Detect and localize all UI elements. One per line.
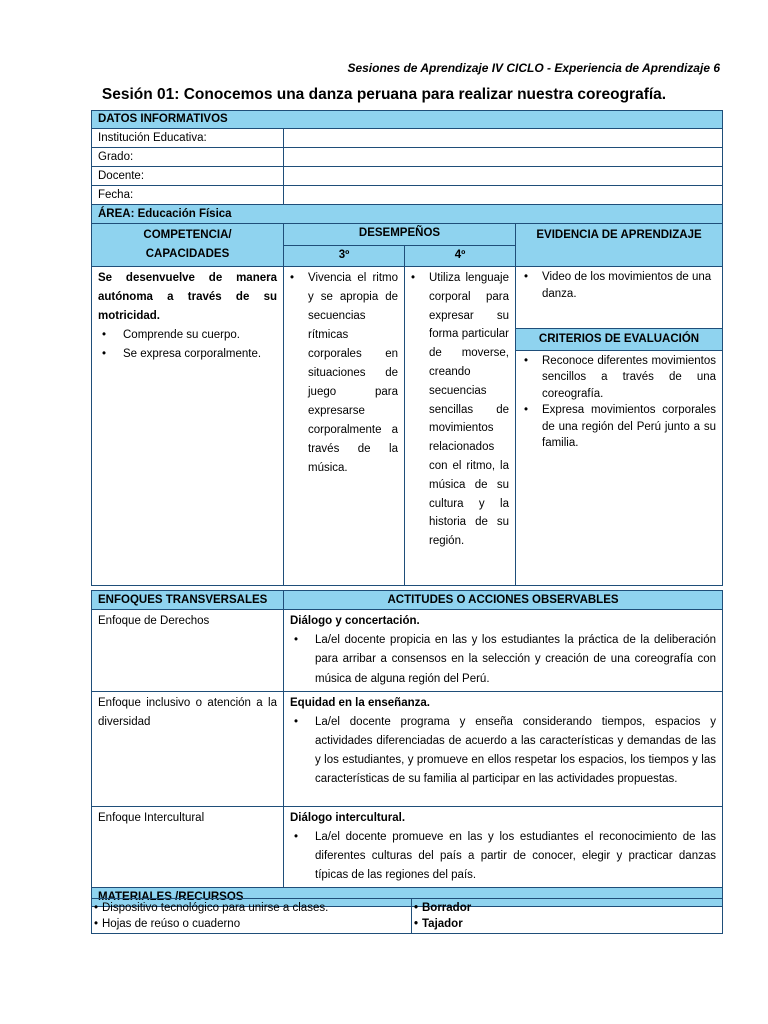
list-item: • Comprende su cuerpo. (98, 326, 277, 345)
competencia-header-row (92, 224, 723, 246)
datos-row (92, 129, 723, 148)
enfoques-header-row (92, 591, 723, 610)
actitudes-header: ACTITUDES O ACCIONES OBSERVABLES (284, 591, 723, 610)
area-label: ÁREA: Educación Física (92, 205, 723, 224)
session-table (91, 110, 723, 586)
enfoque-name: Enfoque de Derechos (92, 610, 284, 692)
document-subtitle: Sesiones de Aprendizaje IV CICLO - Experiencia de Aprendizaje 6 (347, 61, 720, 75)
capacidades-list (98, 326, 277, 364)
materiales-row (92, 899, 723, 934)
datos-value-field[interactable] (284, 167, 723, 186)
datos-label: Institución Educativa: (92, 129, 284, 148)
materiales-left-cell (92, 899, 412, 934)
enfoque-actitud-cell (284, 692, 723, 807)
enfoque-row (92, 610, 723, 692)
evidencia-cell (516, 267, 723, 586)
materiales-heading: MATERIALES /RECURSOS (92, 887, 723, 906)
list-item: • Dispositivo tecnológico para unirse a clases. (94, 900, 409, 916)
datos-row (92, 186, 723, 205)
datos-row (92, 167, 723, 186)
criterios-header: CRITERIOS DE EVALUACIÓN (516, 328, 722, 351)
desempeno-3-text: • Vivencia el ritmo y se apropia de secuencias rítmicas corporales en situaciones de juego para expresarse corporalmente a través de la música. (288, 269, 398, 478)
area-row (92, 205, 723, 224)
desempenos-header: DESEMPEÑOS (284, 224, 516, 246)
enfoque-row (92, 807, 723, 888)
desempeno-4-cell (405, 267, 516, 586)
datos-heading: DATOS INFORMATIVOS (92, 111, 723, 129)
enfoque-name: Enfoque Intercultural (92, 807, 284, 888)
datos-label: Fecha: (92, 186, 284, 205)
enfoque-actitud-title: Diálogo intercultural. (290, 812, 406, 824)
datos-row (92, 148, 723, 167)
datos-label: Grado: (92, 148, 284, 167)
evidencia-header: EVIDENCIA DE APRENDIZAJE (516, 224, 723, 267)
enfoque-name: Enfoque inclusivo o atención a la diversidad (92, 692, 284, 807)
datos-value-field[interactable] (284, 186, 723, 205)
datos-header-row (92, 111, 723, 129)
list-item: • Reconoce diferentes movimientos sencillos a través de una coreografía. (522, 353, 716, 403)
grade-4-header: 4º (405, 245, 516, 267)
criterios-list (522, 353, 716, 452)
materiales-right-cell (412, 899, 723, 934)
desempeno-3-cell (284, 267, 405, 586)
grade-3-header: 3º (284, 245, 405, 267)
list-item: • Tajador (414, 916, 720, 932)
enfoque-row (92, 692, 723, 807)
session-title: Sesión 01: Conocemos una danza peruana para realizar nuestra coreografía. (101, 86, 667, 103)
enfoque-actitud-text: • La/el docente programa y enseña considerando tiempos, espacios y actividades diferenciadas de acuerdo a las características y demandas de las y los estudiantes, y promueve en ellos respetar los espacios, los tiempos y las características de su familia al participar en las actividades propuestas. (290, 713, 716, 789)
list-item: • Hojas de reúso o cuaderno (94, 916, 409, 932)
enfoque-actitud-title: Equidad en la enseñanza. (290, 697, 430, 709)
desempeno-4-text: • Utiliza lenguaje corporal para expresar su forma particular de moverse, creando secuencias sencillas de movimientos relacionados con el ritmo, la música de su cultura y la historia de su región. (409, 269, 509, 551)
list-item: • Se expresa corporalmente. (98, 345, 277, 364)
enfoque-actitud-text: • La/el docente propicia en las y los estudiantes la práctica de la deliberación para arribar a consensos en la selección y creación de una coreografía con música de alguna región del Perú. (290, 631, 716, 690)
datos-value-field[interactable] (284, 129, 723, 148)
enfoques-table (91, 590, 723, 907)
enfoques-header: ENFOQUES TRANSVERSALES (92, 591, 284, 610)
list-item: • Expresa movimientos corporales de una región del Perú junto a su familia. (522, 402, 716, 452)
competencia-content-row (92, 267, 723, 586)
datos-label: Docente: (92, 167, 284, 186)
datos-value-field[interactable] (284, 148, 723, 167)
list-item: • Borrador (414, 900, 720, 916)
evidencia-text: • Video de los movimientos de una danza. (522, 269, 716, 302)
enfoque-actitud-title: Diálogo y concertación. (290, 615, 420, 627)
enfoque-actitud-cell (284, 807, 723, 888)
materiales-table (91, 898, 723, 934)
enfoque-actitud-text: • La/el docente promueve en las y los estudiantes el reconocimiento de las diferentes culturas del país a partir de conocer, elegir y practicar danzas típicas de las regiones del país. (290, 828, 716, 885)
competencia-text: Se desenvuelve de manera autónoma a través de su motricidad. (98, 272, 277, 322)
competencia-header: COMPETENCIA/ CAPACIDADES (92, 224, 284, 267)
competencia-cell (92, 267, 284, 586)
enfoque-actitud-cell (284, 610, 723, 692)
